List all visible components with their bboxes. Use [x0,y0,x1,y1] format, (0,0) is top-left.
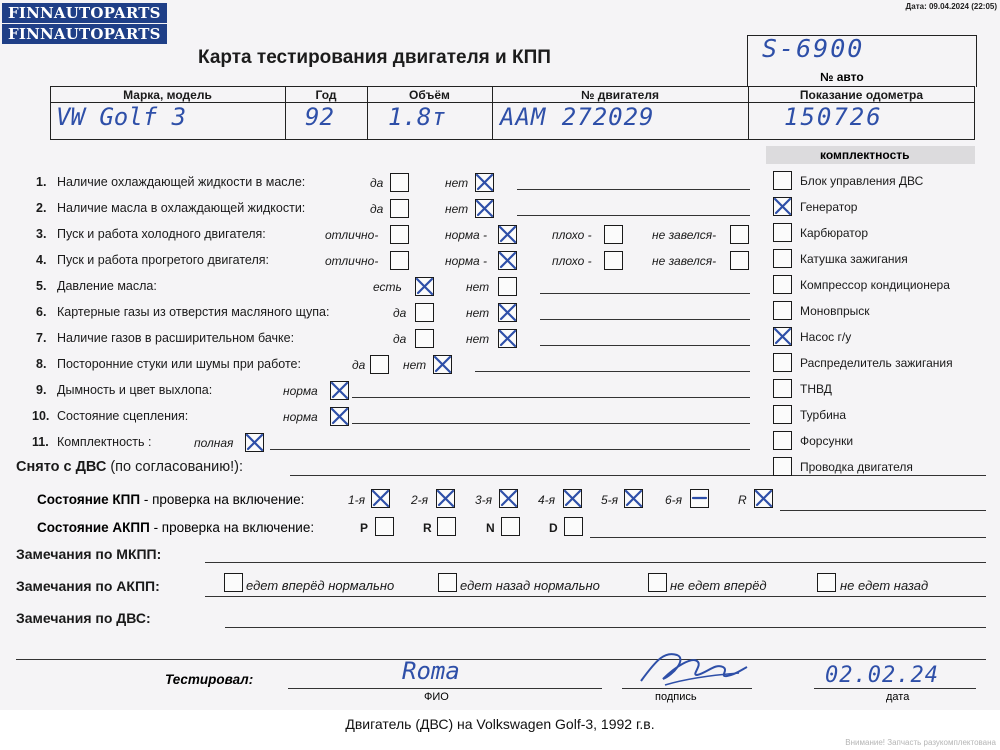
kpp-gear-4-checkbox[interactable] [563,489,582,508]
completeness-checkbox-4[interactable] [773,249,792,268]
header-col-engine-no: № двигателя [581,88,659,102]
kpp-gear-7-checkbox[interactable] [754,489,773,508]
question-1-num: 1. [36,175,47,189]
completeness-item-9: ТНВД [800,382,832,396]
question-4-option-2-checkbox[interactable] [498,251,517,270]
akpp-gear-d-label: D [549,521,558,535]
question-6-option-1-label: да [393,306,407,320]
question-8-option-1-label: да [352,358,366,372]
question-8-option-2-label: нет [403,358,427,372]
question-3-option-3-label: плохо - [552,228,592,242]
remarks-dvs-label: Замечания по ДВС: [16,610,151,626]
question-8-option-2-checkbox[interactable] [433,355,452,374]
question-7-option-2-checkbox[interactable] [498,329,517,348]
question-1-option-1-checkbox[interactable] [390,173,409,192]
question-11-label: Комплектность : [57,435,152,449]
question-4-option-2-label: норма - [445,254,488,268]
completeness-title: комплектность [820,148,910,162]
question-9-num: 9. [36,383,47,397]
remarks-akpp-line [205,596,986,597]
akpp-gear-d-checkbox[interactable] [564,517,583,536]
akpp-remark-option-2-label: едет назад нормально [460,578,600,593]
question-3-option-1-checkbox[interactable] [390,225,409,244]
question-3-label: Пуск и работа холодного двигателя: [57,227,266,241]
question-1-label: Наличие охлаждающей жидкости в масле: [57,175,306,189]
question-3-option-4-label: не завелся- [652,228,717,242]
completeness-item-11: Форсунки [800,434,854,448]
question-4-option-3-checkbox[interactable] [604,251,623,270]
question-5-option-1-checkbox[interactable] [415,277,434,296]
signature-line [622,688,752,689]
header-col-volume: Объём [409,88,450,102]
auto-number-value: S-6900 [762,34,865,63]
question-2-option-2-checkbox[interactable] [475,199,494,218]
akpp-remark-option-2-checkbox[interactable] [438,573,457,592]
completeness-checkbox-5[interactable] [773,275,792,294]
completeness-item-5: Компрессор кондиционера [800,278,950,292]
question-10-line [352,423,750,424]
value-volume: 1.8т [388,103,446,131]
question-4-option-3-label: плохо - [552,254,592,268]
tester-name: Roma [402,657,460,685]
question-10-label: Состояние сцепления: [57,409,189,423]
akpp-remark-option-4-checkbox[interactable] [817,573,836,592]
date-label: дата [886,691,910,703]
question-4-label: Пуск и работа прогретого двигателя: [57,253,269,267]
value-engine-no: AAM 272029 [500,103,655,131]
kpp-label: Состояние КПП - проверка на включение: [37,492,305,507]
completeness-item-7: Насос г/у [800,330,852,344]
question-4-option-1-label: отлично- [325,254,379,268]
akpp-gear-n-checkbox[interactable] [501,517,520,536]
footnote: Внимание! Запчасть разукомплектована [845,738,996,747]
question-7-label: Наличие газов в расширительном бачке: [57,331,295,345]
completeness-item-6: Моновпрыск [800,304,870,318]
kpp-gear-5-checkbox[interactable] [624,489,643,508]
kpp-gear-2-label: 2-я [411,493,429,507]
question-4-option-1-checkbox[interactable] [390,251,409,270]
question-3-option-4-checkbox[interactable] [730,225,749,244]
question-5-label: Давление масла: [57,279,157,293]
kpp-gear-6-checkbox[interactable] [690,489,709,508]
question-7-option-1-label: да [393,332,407,346]
date-line [814,688,976,689]
page-title: Карта тестирования двигателя и КПП [198,47,551,68]
question-6-option-2-label: нет [466,306,490,320]
question-3-option-2-checkbox[interactable] [498,225,517,244]
question-9-option-1-label: норма [283,384,318,398]
akpp-gear-r-label: R [423,521,432,535]
auto-number-label: № авто [820,70,864,84]
header-col-year: Год [315,88,337,102]
question-1-option-1-label: да [370,176,384,190]
question-3-option-3-checkbox[interactable] [604,225,623,244]
date-stamp: Дата: 09.04.2024 (22:05) [905,2,997,11]
question-8-option-1-checkbox[interactable] [370,355,389,374]
kpp-gear-2-checkbox[interactable] [436,489,455,508]
completeness-checkbox-8[interactable] [773,353,792,372]
brand-watermark-bottom: FINNAUTOPARTS [2,24,167,44]
kpp-gear-1-checkbox[interactable] [371,489,390,508]
test-date: 02.02.24 [825,663,939,688]
remarks-mkpp-label: Замечания по МКПП: [16,546,162,562]
brand-watermark-top: FINNAUTOPARTS [2,3,167,23]
value-odometer: 150726 [784,103,883,131]
question-4-num: 4. [36,253,47,267]
completeness-checkbox-1[interactable] [773,171,792,190]
question-5-line [540,293,750,294]
question-3-option-1-label: отлично- [325,228,379,242]
kpp-gear-3-checkbox[interactable] [499,489,518,508]
question-8-line [475,371,750,372]
kpp-gear-1-label: 1-я [348,493,366,507]
question-9-option-1-checkbox[interactable] [330,381,349,400]
akpp-gear-p-label: P [360,521,369,535]
kpp-gear-5-label: 5-я [601,493,619,507]
completeness-checkbox-12[interactable] [773,457,792,476]
kpp-gear-3-label: 3-я [475,493,493,507]
page-caption: Двигатель (ДВС) на Volkswagen Golf-3, 1992 г.в. [345,716,655,732]
question-2-line [517,215,750,216]
completeness-checkbox-10[interactable] [773,405,792,424]
completeness-item-3: Карбюратор [800,226,869,240]
remarks-mkpp-line [205,562,986,563]
completeness-checkbox-2[interactable] [773,197,792,216]
header-col-odometer: Показание одометра [799,88,924,102]
tested-label: Тестировал: [165,672,254,687]
signature-mark [635,645,750,693]
question-7-line [540,345,750,346]
question-11-option-1-checkbox[interactable] [245,433,264,452]
akpp-remark-option-1-label: едет вперёд нормально [246,578,395,593]
akpp-remark-option-3-checkbox[interactable] [648,573,667,592]
kpp-gear-4-label: 4-я [538,493,556,507]
completeness-checkbox-11[interactable] [773,431,792,450]
question-2-label: Наличие масла в охлаждающей жидкости: [57,201,306,215]
akpp-gear-p-checkbox[interactable] [375,517,394,536]
question-1-line [517,189,750,190]
question-6-option-1-checkbox[interactable] [415,303,434,322]
akpp-remark-option-4-label: не едет назад [840,578,929,593]
question-3-num: 3. [36,227,47,241]
completeness-checkbox-6[interactable] [773,301,792,320]
question-11-num: 11. [32,435,49,449]
question-10-num: 10. [32,409,50,423]
akpp-gear-r-checkbox[interactable] [437,517,456,536]
akpp-label: Состояние АКПП - проверка на включение: [37,520,315,535]
question-5-num: 5. [36,279,47,293]
question-1-option-2-checkbox[interactable] [475,173,494,192]
question-10-option-1-checkbox[interactable] [330,407,349,426]
question-11-option-1-label: полная [194,436,234,450]
kpp-line [780,510,986,511]
question-10-option-1-label: норма [283,410,318,424]
question-7-num: 7. [36,331,47,345]
completeness-checkbox-7[interactable] [773,327,792,346]
completeness-item-12: Проводка двигателя [800,460,913,474]
header-col-model: Марка, модель [123,88,212,102]
kpp-gear-7-label: R [738,493,747,507]
akpp-line [590,537,986,538]
question-4-option-4-label: не завелся- [652,254,717,268]
akpp-remark-option-3-label: не едет вперёд [670,578,767,593]
akpp-remark-option-1-checkbox[interactable] [224,573,243,592]
completeness-item-10: Турбина [800,408,847,422]
akpp-gear-n-label: N [486,521,495,535]
question-5-option-2-label: нет [466,280,490,294]
question-2-option-1-checkbox[interactable] [390,199,409,218]
completeness-item-8: Распределитель зажигания [800,356,953,370]
question-6-label: Картерные газы из отверстия масляного щупа: [57,305,330,319]
removed-label: Снято с ДВС (по согласованию!): [16,459,244,475]
question-2-num: 2. [36,201,47,215]
fio-line [288,688,602,689]
completeness-item-4: Катушка зажигания [800,252,908,266]
question-6-option-2-checkbox[interactable] [498,303,517,322]
question-7-option-1-checkbox[interactable] [415,329,434,348]
completeness-checkbox-3[interactable] [773,223,792,242]
fio-label: ФИО [424,691,449,703]
question-7-option-2-label: нет [466,332,490,346]
completeness-item-2: Генератор [800,200,858,214]
kpp-gear-6-label: 6-я [665,493,683,507]
question-5-option-1-label: есть [373,280,402,294]
completeness-item-1: Блок управления ДВС [800,174,924,188]
question-9-label: Дымность и цвет выхлопа: [57,383,213,397]
question-3-option-2-label: норма - [445,228,488,242]
question-5-option-2-checkbox[interactable] [498,277,517,296]
signature-label: подпись [655,691,697,703]
completeness-checkbox-9[interactable] [773,379,792,398]
removed-line [290,475,986,476]
question-2-option-1-label: да [370,202,384,216]
question-6-line [540,319,750,320]
remarks-akpp-label: Замечания по АКПП: [16,578,160,594]
value-year: 92 [305,103,334,131]
question-1-option-2-label: нет [445,176,469,190]
question-11-line [270,449,750,450]
remarks-dvs-line [225,627,986,628]
question-8-label: Посторонние стуки или шумы при работе: [57,357,301,371]
question-9-line [352,397,750,398]
remarks-bottom-line [16,659,986,660]
question-8-num: 8. [36,357,47,371]
question-4-option-4-checkbox[interactable] [730,251,749,270]
value-model: VW Golf 3 [56,103,187,131]
question-2-option-2-label: нет [445,202,469,216]
question-6-num: 6. [36,305,47,319]
